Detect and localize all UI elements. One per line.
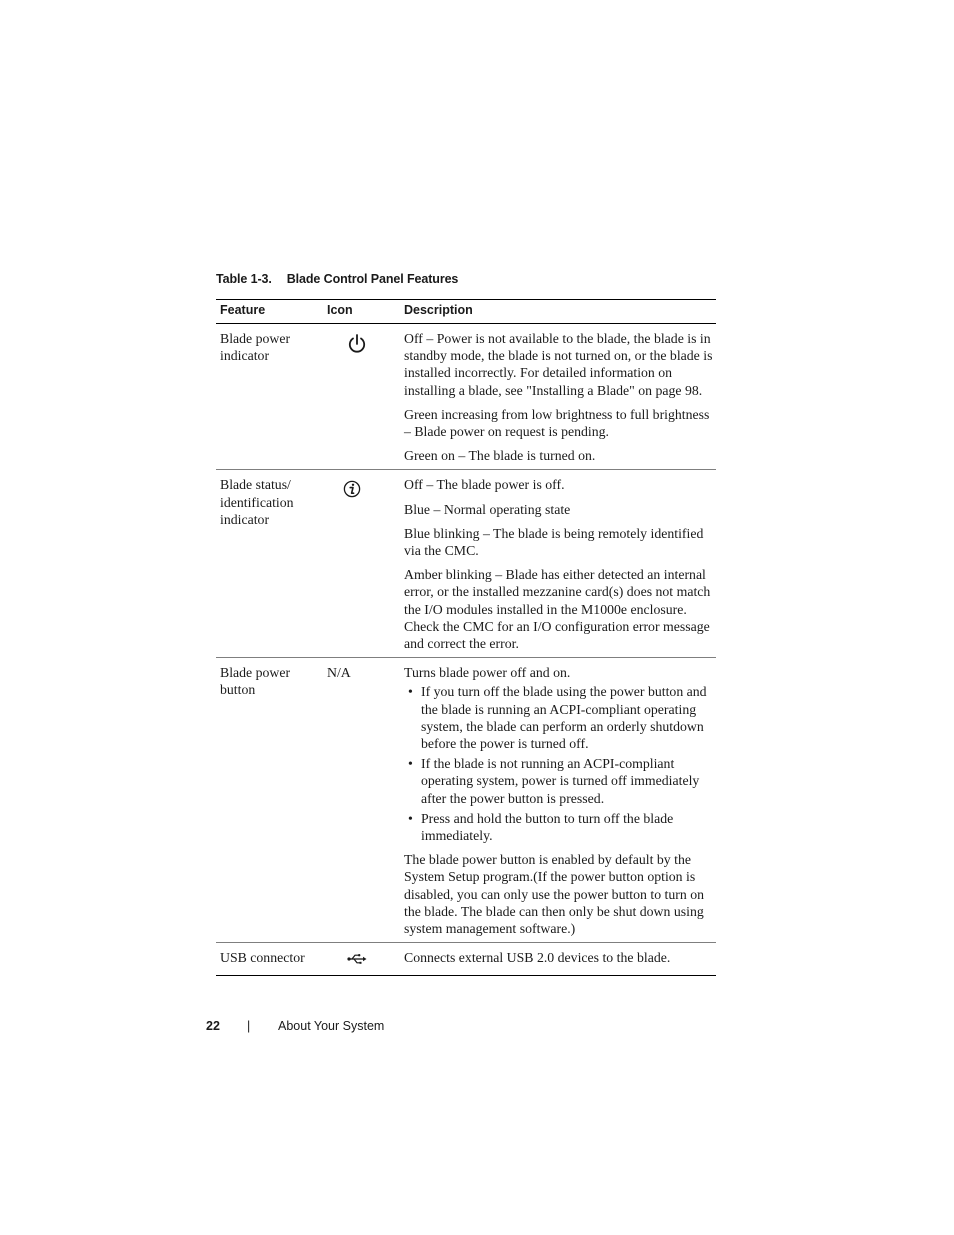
table-header-row: [216, 300, 716, 324]
icon-cell: [323, 943, 400, 975]
icon-cell: [323, 324, 400, 470]
description-text: Turns blade power off and on.: [404, 665, 571, 681]
table-row: [216, 658, 716, 943]
description-text: Green on – The blade is turned on.: [404, 448, 596, 464]
bullet-list: [404, 683, 713, 844]
description-cell: [400, 658, 716, 943]
description-text: Connects external USB 2.0 devices to the blade.: [404, 950, 671, 966]
feature-cell: USB connector: [216, 943, 323, 975]
description-text: Blue blinking – The blade is being remotely identified via the CMC.: [404, 525, 704, 559]
description-text: Blue – Normal operating state: [404, 501, 571, 517]
description-text: Amber blinking – Blade has either detected an internal error, or the installed mezzanine card(s) does not match the I/O modules installed in the M1000e enclosure. Check the CMC for an I/O configuration error message and correct the error.: [404, 567, 711, 652]
feature-cell: Blade status/ identification indicator: [216, 470, 323, 658]
features-table: [216, 299, 716, 976]
icon-cell: N/A: [323, 658, 400, 943]
description-text: Off – Power is not available to the blade, the blade is in standby mode, the blade is not turned on, or the blade is installed incorrectly. For detailed information on installing a blade, see "Installing a Blade" on page 98.: [404, 331, 713, 398]
power-icon: [347, 333, 367, 359]
icon-cell: [323, 470, 400, 658]
table-row: [216, 470, 716, 658]
page-number: 22: [206, 1019, 220, 1033]
footer-section-title: About Your System: [278, 1019, 385, 1033]
description-cell: [400, 470, 716, 658]
table-number: Table 1-3.: [216, 272, 272, 286]
table-row: [216, 324, 716, 470]
feature-cell: Blade power indicator: [216, 324, 323, 470]
header-description: Description: [400, 300, 716, 324]
list-item: • If the blade is not running an ACPI-compliant operating system, power is turned off immediately after the power button is pressed.: [404, 755, 713, 807]
table-caption: [216, 272, 458, 286]
footer-separator: |: [247, 1019, 251, 1033]
table-row: [216, 943, 716, 975]
usb-icon: [347, 952, 367, 969]
list-item: • Press and hold the button to turn off the blade immediately.: [404, 810, 713, 844]
description-text: Off – The blade power is off.: [404, 477, 565, 493]
description-text: The blade power button is enabled by default by the System Setup program.(If the power button option is disabled, you can only use the power button to turn on the blade. The blade can then only be shut down using system management software.): [404, 852, 705, 937]
table-title: Blade Control Panel Features: [286, 272, 459, 286]
header-icon: Icon: [323, 300, 400, 324]
description-cell: [400, 943, 716, 975]
description-text: Green increasing from low brightness to full brightness – Blade power on request is pending.: [404, 406, 710, 440]
description-cell: [400, 324, 716, 470]
header-feature: Feature: [216, 300, 323, 324]
list-item: • If you turn off the blade using the power button and the blade is running an ACPI-compliant operating system, the blade can perform an orderly shutdown before the power is turned off.: [404, 683, 713, 752]
feature-cell: Blade power button: [216, 658, 323, 943]
info-icon: [343, 480, 361, 502]
